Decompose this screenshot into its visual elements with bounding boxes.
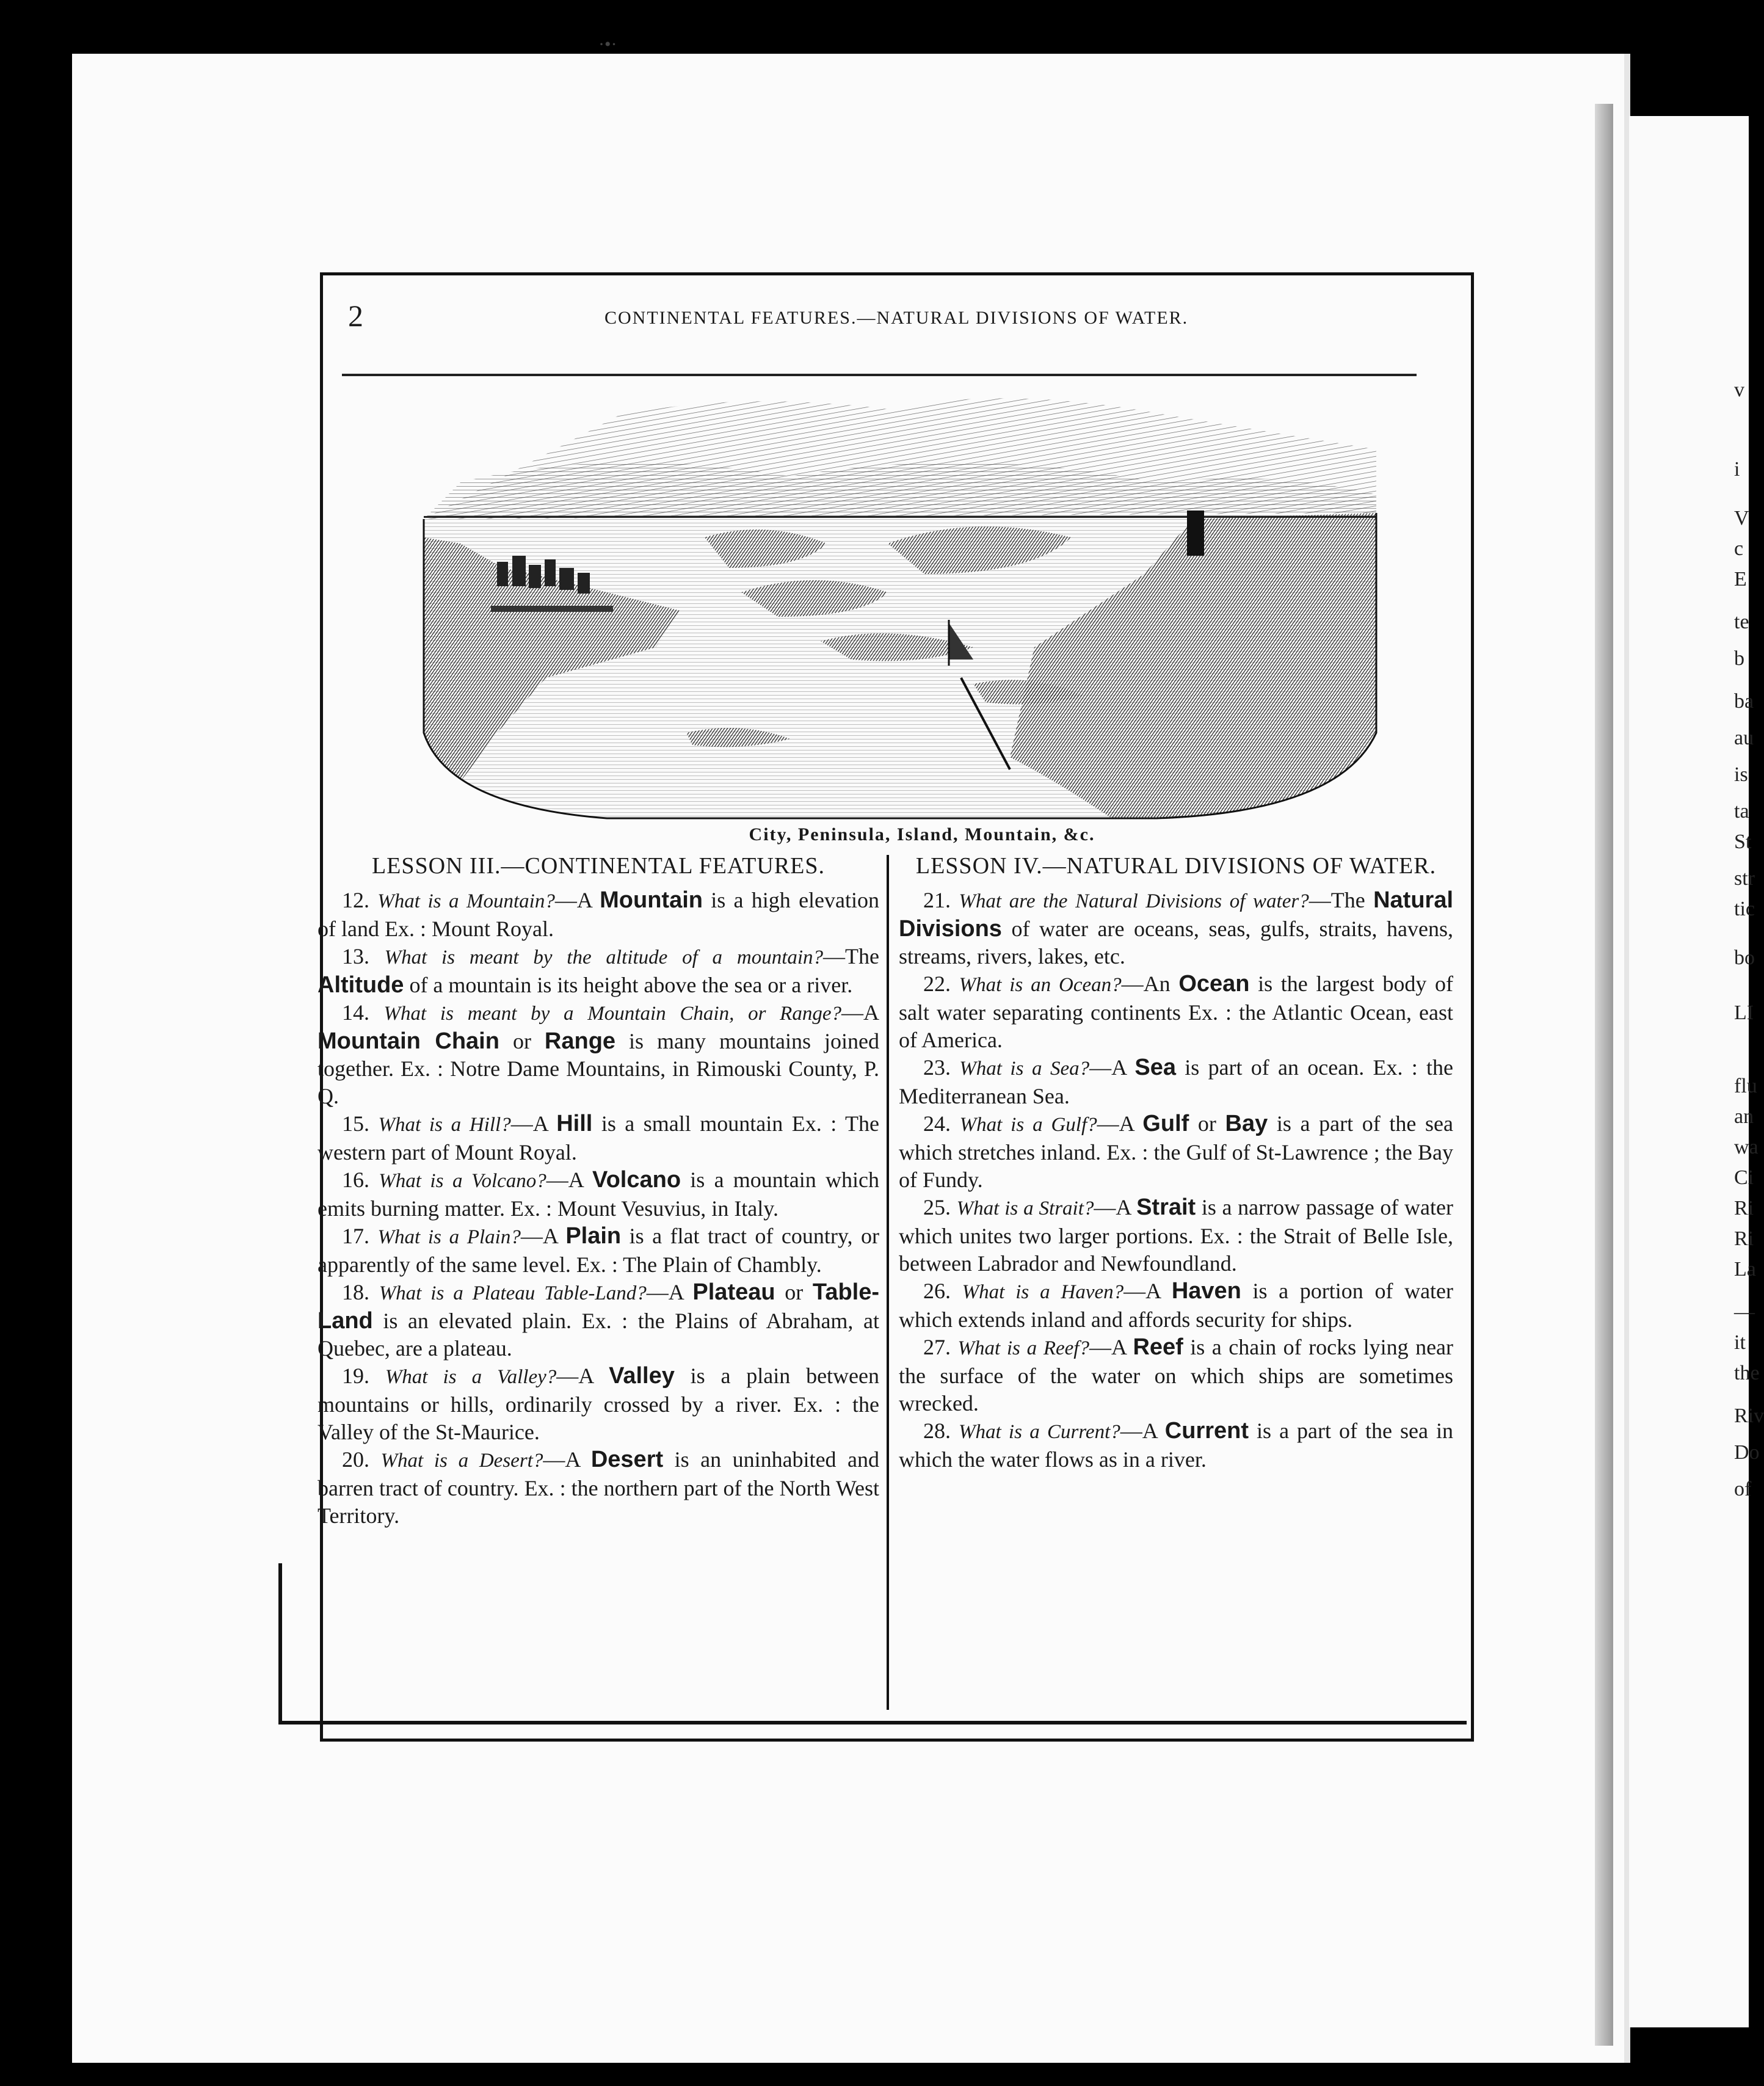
defined-term: Current (1164, 1418, 1249, 1444)
coastal-landscape-engraving-icon (424, 391, 1376, 828)
question-number: 14. (342, 1000, 369, 1025)
question-text: What is a Haven? (962, 1281, 1124, 1303)
facing-page-fragment: b (1734, 647, 1744, 670)
facing-page-fragment: of (1734, 1478, 1752, 1500)
defined-term: Hill (556, 1111, 593, 1136)
facing-page-fragment: La (1734, 1258, 1756, 1281)
question-answer-item (899, 1334, 1453, 1417)
facing-page-fragment: te (1734, 611, 1749, 633)
facing-page-fragment: str (1734, 867, 1755, 890)
answer-text: is a plain between mountains or hills, ordinarily crossed by a river. Ex. : the Valley of the St-Maurice. (318, 1364, 879, 1444)
facing-page-fragment: c (1734, 537, 1744, 560)
facing-page-fragment: V (1734, 507, 1749, 529)
lesson-4-column (899, 852, 1453, 1474)
question-answer-item (899, 1110, 1453, 1194)
defined-term: Plateau (692, 1279, 775, 1305)
answer-text: of water are oceans, seas, gulfs, straits, havens, streams, rivers, lakes, etc. (899, 917, 1453, 968)
answer-text: is a part of the sea in which the water flows as in a river. (899, 1419, 1454, 1472)
defined-term: Plain (565, 1223, 622, 1249)
facing-page-fragment: bo (1734, 947, 1755, 969)
answer-lead: —A (546, 1168, 593, 1192)
answer-lead: —A (1089, 1055, 1135, 1080)
question-number: 12. (342, 888, 369, 912)
facing-page-fragment: wa (1734, 1136, 1759, 1158)
answer-text: is a portion of water which extends inland and affords security for ships. (899, 1279, 1454, 1332)
answer-text: is an elevated plain. Ex. : the Plains of Abraham, at Quebec, are a plateau. (318, 1309, 879, 1361)
answer-text: is a high elevation of land Ex. : Mount Royal. (318, 888, 880, 941)
answer-connector: or (499, 1029, 545, 1053)
question-number: 16. (342, 1168, 369, 1192)
answer-lead: —A (841, 1000, 879, 1025)
facing-page-fragment: au (1734, 727, 1754, 749)
facing-page-fragment: Do (1734, 1441, 1760, 1464)
answer-lead: —The (1308, 888, 1374, 912)
question-text: What is a Gulf? (959, 1114, 1097, 1136)
answer-lead: —An (1121, 972, 1179, 996)
facing-page-fragment: LI (1734, 1001, 1754, 1024)
facing-page-fragment: an (1734, 1105, 1754, 1128)
facing-page-fragment: is (1734, 763, 1748, 786)
defined-term: Range (544, 1028, 616, 1054)
lesson-3-items (318, 887, 879, 1530)
question-answer-item (899, 970, 1453, 1054)
facing-page-fragment: tic (1734, 898, 1755, 920)
defined-term: Sea (1134, 1055, 1177, 1080)
facing-page-fragment: it (1734, 1331, 1746, 1354)
defined-term: Strait (1136, 1194, 1196, 1220)
question-text: What is a Plain? (377, 1226, 521, 1248)
lesson-4-items (899, 887, 1453, 1474)
answer-lead: —A (554, 888, 600, 912)
lesson-3-column (318, 852, 879, 1530)
question-answer-item (899, 1277, 1453, 1334)
defined-term: Reef (1133, 1334, 1183, 1360)
facing-page-fragment: ba (1734, 690, 1754, 713)
answer-lead: —A (556, 1364, 609, 1388)
facing-page-fragment: Ri (1734, 1197, 1754, 1219)
question-number: 26. (923, 1279, 951, 1303)
facing-page-fragment: E (1734, 568, 1747, 591)
defined-term: Mountain (600, 887, 703, 913)
question-number: 20. (342, 1447, 369, 1472)
answer-lead: —A (1089, 1335, 1133, 1359)
facing-page (1629, 116, 1764, 2027)
answer-text: is an uninhabited and barren tract of country. Ex. : the northern part of the North West Territory. (318, 1447, 880, 1528)
answer-connector: or (1189, 1111, 1225, 1136)
question-answer-item (899, 887, 1453, 970)
question-text: What is a Strait? (956, 1197, 1094, 1219)
question-number: 23. (923, 1055, 951, 1080)
question-answer-item (318, 999, 879, 1110)
facing-page-fragment: Riv (1734, 1405, 1764, 1427)
question-answer-item (318, 1446, 879, 1530)
question-text: What is an Ocean? (959, 974, 1122, 996)
answer-text: is many mountains joined together. Ex. : Notre Dame Mountains, in Rimouski County, P. Q. (318, 1029, 879, 1108)
defined-term: Valley (609, 1363, 675, 1389)
answer-text: is a flat tract of country, or apparently of the same level. Ex. : The Plain of Chambly. (318, 1224, 879, 1277)
question-text: What is a Hill? (378, 1114, 511, 1136)
question-number: 24. (923, 1111, 951, 1136)
question-text: What is a Plateau Table-Land? (379, 1282, 647, 1304)
scan-speck: ·•· (598, 34, 617, 54)
facing-page-fragment: Ri (1734, 1227, 1754, 1250)
lesson-4-title: LESSON IV.—NATURAL DIVISIONS OF WATER. (915, 853, 1437, 879)
defined-term: Gulf (1142, 1111, 1189, 1136)
question-text: What is a Current? (959, 1421, 1120, 1443)
facing-page-fragment: flu (1734, 1075, 1757, 1097)
question-text: What is meant by a Mountain Chain, or Range? (383, 1003, 841, 1025)
page-number: 2 (348, 299, 363, 333)
answer-lead: —A (520, 1224, 566, 1248)
answer-lead: —A (1094, 1195, 1137, 1219)
page-edge-shadow (1595, 104, 1613, 2046)
question-answer-item (899, 1194, 1453, 1277)
question-number: 25. (923, 1195, 951, 1219)
answer-lead: —A (1120, 1419, 1165, 1443)
question-answer-item (318, 1362, 879, 1446)
facing-page-fragment: — (1734, 1301, 1755, 1323)
answer-lead: —A (1097, 1111, 1143, 1136)
question-text: What are the Natural Divisions of water? (959, 890, 1309, 912)
question-text: What is a Valley? (385, 1366, 557, 1388)
defined-term: Ocean (1178, 971, 1250, 997)
question-text: What is a Desert? (380, 1450, 543, 1472)
header-rule (342, 374, 1417, 376)
illustration-caption: City, Peninsula, Island, Mountain, &c. (749, 824, 1095, 845)
question-number: 21. (923, 888, 951, 912)
answer-text: is a narrow passage of water which unites two larger portions. Ex. : the Strait of Belle Isle, between Labrador and Newfoundland. (899, 1195, 1453, 1276)
defined-term: Desert (590, 1447, 664, 1472)
answer-connector: or (775, 1280, 813, 1304)
answer-text: is the largest body of salt water separating continents Ex. : the Atlantic Ocean, east of America. (899, 972, 1454, 1052)
answer-text: is a part of the sea which stretches inland. Ex. : the Gulf of St-Lawrence ; the Bay of Fundy. (899, 1111, 1453, 1192)
question-text: What is a Mountain? (377, 890, 555, 912)
defined-term: Table-Land (318, 1279, 880, 1334)
facing-page-fragment: i (1734, 458, 1740, 481)
question-number: 15. (342, 1111, 369, 1136)
frame-rule-bottom (278, 1721, 1467, 1724)
question-answer-item (318, 943, 879, 999)
question-answer-item (318, 1166, 879, 1223)
defined-term: Mountain Chain (318, 1028, 499, 1054)
answer-lead: —A (1123, 1279, 1172, 1303)
defined-term: Volcano (592, 1167, 681, 1193)
answer-text: is a mountain which emits burning matter. Ex. : Mount Vesuvius, in Italy. (318, 1168, 880, 1221)
facing-page-fragment: the (1734, 1362, 1760, 1384)
defined-term: Natural Divisions (899, 887, 1454, 942)
question-answer-item (899, 1417, 1453, 1474)
column-divider (887, 855, 889, 1710)
answer-text: is a chain of rocks lying near the surface of the water on which ships are sometimes wrecked. (899, 1335, 1454, 1416)
defined-term: Altitude (318, 972, 404, 998)
frame-rule-left (278, 1563, 282, 1723)
question-number: 18. (342, 1280, 369, 1304)
question-number: 13. (342, 944, 369, 968)
facing-page-fragment: v (1734, 379, 1744, 401)
question-number: 19. (342, 1364, 369, 1388)
answer-text: is a small mountain Ex. : The western part of Mount Royal. (318, 1111, 879, 1165)
question-text: What is a Sea? (959, 1058, 1090, 1080)
lesson-3-title: LESSON III.—CONTINENTAL FEATURES. (371, 853, 826, 879)
defined-term: Haven (1171, 1278, 1241, 1304)
question-answer-item (318, 1223, 879, 1279)
question-answer-item (318, 1110, 879, 1166)
facing-page-fragment: ta (1734, 800, 1749, 823)
question-number: 17. (342, 1224, 369, 1248)
question-number: 28. (923, 1419, 951, 1443)
answer-text: of a mountain is its height above the sea or a river. (404, 973, 853, 997)
answer-lead: —A (543, 1447, 591, 1472)
facing-page-fragment: St (1734, 830, 1752, 853)
question-text: What is a Volcano? (379, 1170, 546, 1192)
question-number: 22. (923, 972, 951, 996)
defined-term: Bay (1225, 1111, 1268, 1136)
question-answer-item (899, 1054, 1453, 1110)
running-head: CONTINENTAL FEATURES.—NATURAL DIVISIONS OF WATER. (604, 308, 1189, 328)
question-number: 27. (923, 1335, 951, 1359)
question-answer-item (318, 887, 879, 943)
question-text: What is a Reef? (957, 1337, 1089, 1359)
answer-lead: —A (510, 1111, 557, 1136)
answer-text: is part of an ocean. Ex. : the Mediterranean Sea. (899, 1055, 1453, 1108)
question-text: What is meant by the altitude of a mountain? (384, 947, 824, 968)
question-answer-item (318, 1279, 879, 1362)
answer-lead: —The (823, 944, 880, 968)
answer-lead: —A (646, 1280, 693, 1304)
facing-page-fragment: Ci (1734, 1166, 1754, 1189)
